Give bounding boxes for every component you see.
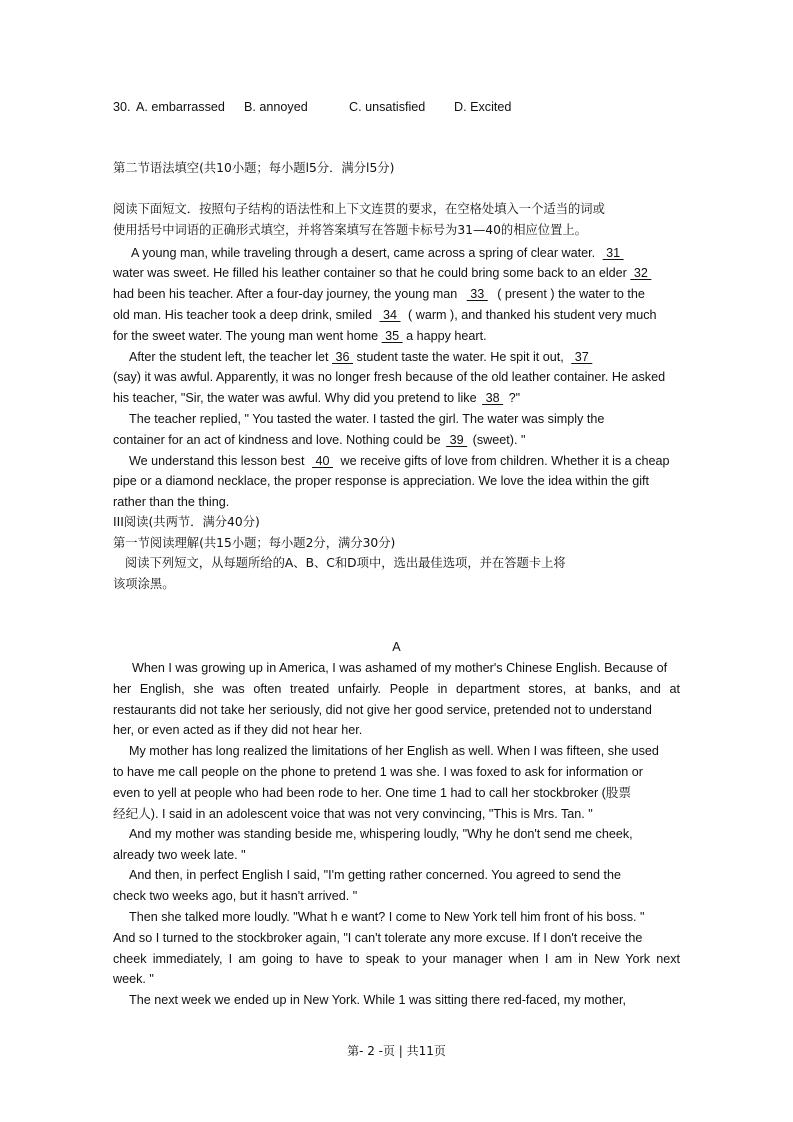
passage-line: And then, in perfect English I said, "I'm getting rather concerned. You agreed to send the xyxy=(129,868,622,882)
blank-38: 38 xyxy=(482,391,504,405)
passage-line: And so I turned to the stockbroker again, "I can't tolerate any more excuse. If I don't receive the xyxy=(113,931,643,945)
question-30 xyxy=(113,100,512,114)
passage-line: My mother has long realized the limitations of her English as well. When I was fifteen, she used xyxy=(129,744,659,758)
passage-line: already two week late. " xyxy=(113,848,246,862)
passage-line: her English, she was often treated unfairly. People in department stores, at banks, and at xyxy=(113,682,680,696)
passage-line: cheek immediately, I am going to have to speak to your manager when I am in New York next xyxy=(113,952,680,966)
option-a: A. embarrassed xyxy=(136,100,225,114)
passage-line: water was sweet. He filled his leather container so that he could bring some back to an elder 32 xyxy=(113,266,652,280)
passage-line: 经纪人). I said in an adolescent voice that was not very convincing, "This is Mrs. Tan. " xyxy=(113,807,593,821)
passage-label: A xyxy=(392,640,401,654)
passage-line: restaurants did not take her seriously, did not give her good service, pretended not to understand xyxy=(113,703,652,717)
passage-line: his teacher, "Sir, the water was awful. Why did you pretend to like 38 ?" xyxy=(113,391,521,405)
passage-line: (say) it was awful. Apparently, it was no longer fresh because of the old leather container. He asked xyxy=(113,370,666,384)
passage-line: to have me call people on the phone to pretend 1 was she. I was foxed to ask for information or xyxy=(113,765,643,779)
question-number: 30. xyxy=(113,100,131,114)
blank-39: 39 xyxy=(446,433,468,447)
instruction-line: 该项涂黑。 xyxy=(113,577,175,591)
passage-line: We understand this lesson best 40 we receive gifts of love from children. Whether it is a cheap xyxy=(129,454,670,468)
option-b: B. annoyed xyxy=(244,100,308,114)
passage-line: And my mother was standing beside me, whispering loudly, "Why he don't send me cheek, xyxy=(129,827,633,841)
blank-34: 34 xyxy=(379,308,401,322)
passage-line: Then she talked more loudly. "What h e want? I come to New York tell him front of his boss. " xyxy=(129,910,645,924)
passage-line: old man. His teacher took a deep drink, smiled 34 ( warm ), and thanked his student very much xyxy=(113,308,657,322)
passage-line: check two weeks ago, but it hasn't arrived. " xyxy=(113,889,358,903)
passage-line: her, or even acted as if they did not hear her. xyxy=(113,723,363,737)
page-footer: 第- 2 -页 | 共11页 xyxy=(347,1044,446,1058)
instruction-line: 使用括号中词语的正确形式填空，并将答案填写在答题卡标号为31—40的相应位置上。 xyxy=(113,223,587,237)
blank-40: 40 xyxy=(311,454,333,468)
instruction-line: 阅读下面短文．按照句子结构的语法性和上下文连贯的要求，在空格处填入一个适当的词或 xyxy=(113,202,605,216)
passage-line: week. " xyxy=(113,972,154,986)
passage-line: even to yell at people who had been rode to her. One time 1 had to call her stockbroker (股票 xyxy=(113,786,632,800)
blank-32: 32 xyxy=(630,266,652,280)
blank-37: 37 xyxy=(571,350,593,364)
option-c: C. unsatisfied xyxy=(349,100,426,114)
passage-line: pipe or a diamond necklace, the proper response is appreciation. We love the idea within the gift xyxy=(113,474,650,488)
passage-line: for the sweet water. The young man went home 35 a happy heart. xyxy=(113,329,487,343)
blank-33: 33 xyxy=(466,287,488,301)
section-1-title: 第一节阅读理解(共15小题；每小题2分，满分30分) xyxy=(113,536,396,550)
passage-line: The teacher replied, " You tasted the water. I tasted the girl. The water was simply the xyxy=(129,412,605,426)
passage-line: A young man, while traveling through a desert, came across a spring of clear water. 31 xyxy=(131,246,624,260)
passage-line: After the student left, the teacher let 36 student taste the water. He spit it out, 37 xyxy=(129,350,593,364)
instruction-line: 阅读下列短文，从每题所给的A、B、C和D项中，选出最佳选项，并在答题卡上将 xyxy=(125,556,566,570)
option-d: D. Excited xyxy=(454,100,512,114)
blank-35: 35 xyxy=(381,329,403,343)
passage-line: had been his teacher. After a four-day journey, the young man 33 ( present ) the water to the xyxy=(113,287,645,301)
blank-31: 31 xyxy=(602,246,624,260)
passage-line: rather than the thing. xyxy=(113,495,230,509)
section-2-title: 第二节语法填空(共10小题；每小题l5分．满分l5分) xyxy=(113,161,395,175)
blank-36: 36 xyxy=(332,350,354,364)
passage-line: container for an act of kindness and love. Nothing could be 39 (sweet). " xyxy=(113,433,526,447)
part-3-title: III阅读(共两节．满分40分) xyxy=(113,515,260,529)
passage-line: The next week we ended up in New York. While 1 was sitting there red-faced, my mother, xyxy=(129,993,627,1007)
passage-line: When I was growing up in America, I was ashamed of my mother's Chinese English. Because of xyxy=(132,661,668,675)
